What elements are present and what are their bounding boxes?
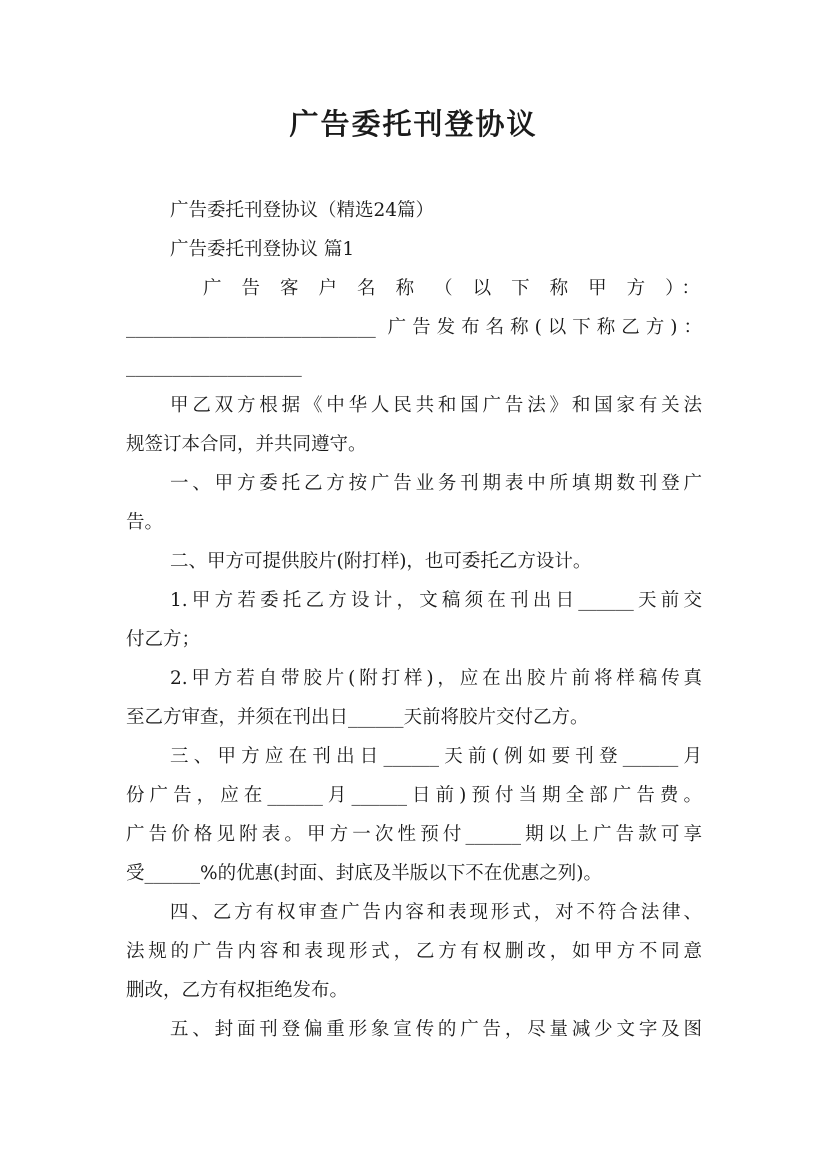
paragraph-line: 告。 xyxy=(126,512,164,533)
section-heading: 广告委托刊登协议 篇1 xyxy=(170,239,355,260)
paragraph-line: 2.甲方若自带胶片(附打样)，应在出胶片前将样稿传真 xyxy=(170,668,702,689)
paragraph-line: 广告价格见附表。甲方一次性预付______期以上广告款可享 xyxy=(126,824,702,845)
paragraph-line: ___________________ xyxy=(126,356,302,377)
paragraph-line: 广 告 客 户 名 称 （ 以 下 称 甲 方 ）： xyxy=(203,278,700,299)
paragraph-line: 二、甲方可提供胶片(附打样)，也可委托乙方设计。 xyxy=(170,551,592,572)
paragraph-line: 五、封面刊登偏重形象宣传的广告，尽量减少文字及图 xyxy=(170,1019,702,1040)
paragraph-line: 1.甲方若委托乙方设计，文稿须在刊出日______天前交 xyxy=(170,590,702,611)
subtitle-line: 广告委托刊登协议（精选24篇） xyxy=(170,200,435,221)
paragraph-line: 一、甲方委托乙方按广告业务刊期表中所填期数刊登广 xyxy=(170,473,702,494)
paragraph-line: 至乙方审查，并须在刊出日______天前将胶片交付乙方。 xyxy=(126,707,589,728)
paragraph-line: 三、甲方应在刊出日______天前(例如要刊登______月 xyxy=(170,746,702,767)
paragraph-line: 份广告，应在______月______日前)预付当期全部广告费。 xyxy=(126,785,702,806)
paragraph-line: 甲乙双方根据《中华人民共和国广告法》和国家有关法 xyxy=(170,395,702,416)
paragraph-line: 四、乙方有权审查广告内容和表现形式，对不符合法律、 xyxy=(170,902,702,923)
paragraph-line: 付乙方； xyxy=(126,629,201,650)
paragraph-line: 删改，乙方有权拒绝发布。 xyxy=(126,980,349,1001)
paragraph-line: ___________________________ 广告发布名称(以下称乙方)： xyxy=(126,317,702,338)
paragraph-line: 法规的广告内容和表现形式，乙方有权删改，如甲方不同意 xyxy=(126,941,702,962)
paragraph-line: 受______%的优惠(封面、封底及半版以下不在优惠之列)。 xyxy=(126,863,603,884)
paragraph-line: 规签订本合同，并共同遵守。 xyxy=(126,434,367,455)
document-title: 广告委托刊登协议 xyxy=(289,107,538,141)
